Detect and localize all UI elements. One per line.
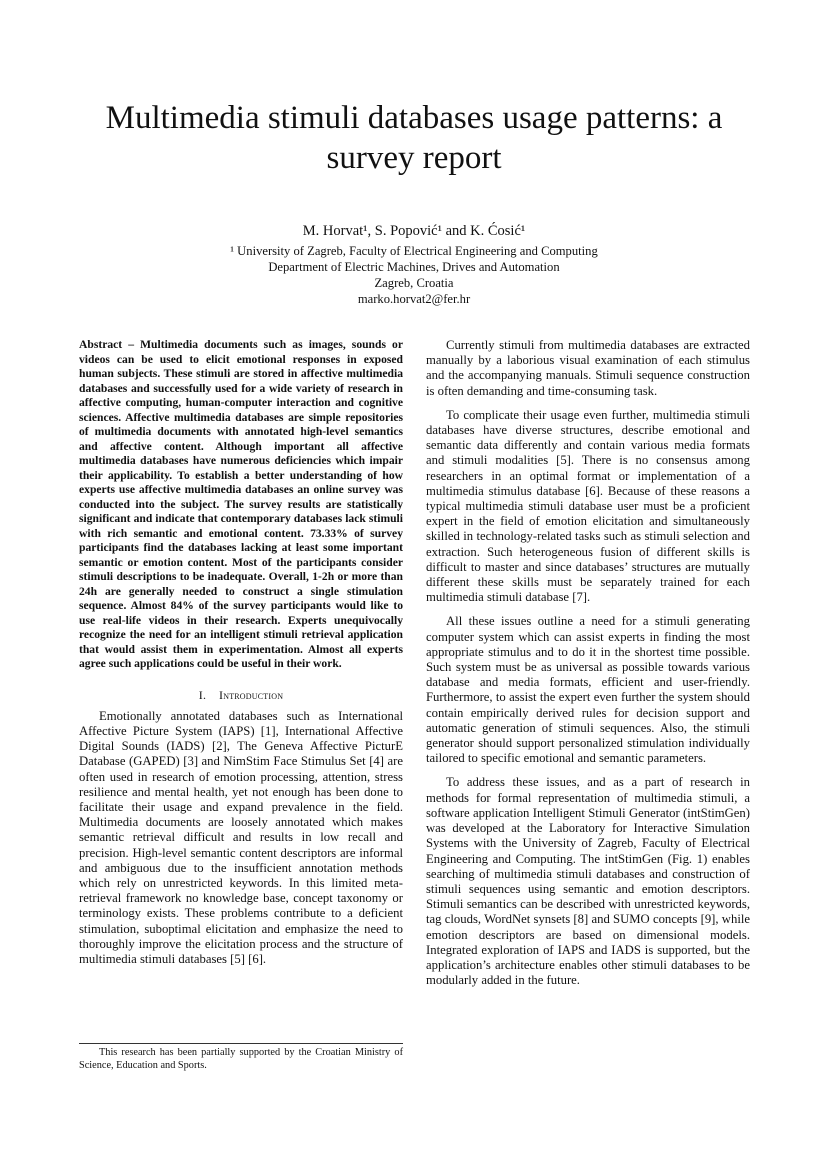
section-number: I. bbox=[198, 687, 207, 702]
body-paragraph: To complicate their usage even further, multimedia stimuli databases have diverse structures, describe emotional and semantic data differently and contain various media formats and stimuli modalities [5]. There is no consensus among researchers in an optimal format or implementation of a multimedia stimulus database [6]. Because of these reasons a typical multimedia stimuli database user must be a proficient expert in the field of emotion elicitation and simultaneously skilled in technology-related tasks such as stimuli selection and extraction. Such heterogeneous fusion of different skills is difficult to master and since databases’ structures are mutually different these skills must be separately trained for each multimedia stimuli database [7]. bbox=[426, 407, 750, 605]
intro-paragraph: Emotionally annotated databases such as International Affective Picture System (IAPS) [1], International Affective Digital Sounds (IADS) [2], The Geneva Affective PicturE Database (GAPED) [3] and NimStim Face Stimulus Set [4] are often used in research of emotion processing, attention, stress resilience and mental health, yet not enough has been done to facilitate their usage and expand prevalence in the field. Multimedia documents are loosely annotated which makes semantic retrieval difficult and results in low recall and precision. High-level semantic content descriptors are informal and ambiguous due to the insufficient annotation methods which rely on unrestricted keywords. In this limited meta-retrieval framework no knowledge base, concept taxonomy or terminology exists. These problems contribute to a deficient stimulation, suboptimal elicitation and emphasize the need to thoroughly improve the elicitation process and the structure of multimedia stimuli databases [5] [6]. bbox=[79, 708, 403, 966]
abstract: Abstract – Multimedia documents such as images, sounds or videos can be used to elicit emotional responses in exposed human subjects. These stimuli are stored in affective multimedia databases and successfully used for a wide variety of research in affective computing, human-computer interaction and cognitive sciences. Affective multimedia databases are simple repositories of multimedia documents with annotated high-level semantics and affective content. Although important all affective multimedia databases have numerous deficiencies which impair their applicability. To establish a better understanding of how experts use affective multimedia databases an online survey was conducted into the subject. The survey results are statistically significant and indicate that contemporary databases lack stimuli with rich semantic and emotional content. 73.33% of survey participants find the databases lacking at least some important semantic or emotion content. Most of the participants consider stimuli descriptions to be inadequate. Overall, 1-2h or more than 24h are generally needed to construct a single stimulation sequence. Almost 84% of the survey participants would like to use real-life videos in their research. Experts unequivocally recognize the need for an intelligent stimuli retrieval application that would assist them in experimentation. Almost all experts agree such applications could be useful in their work. bbox=[79, 338, 403, 670]
body-paragraph: All these issues outline a need for a stimuli generating computer system which can assist experts in finding the most appropriate stimulus and to do it in the shortest time possible. Such system must be as universal as possible towards various database and media formats, efficient and user-friendly. Furthermore, to assist the expert even further the system should contain empirically derived rules for decision support and automatic generation of stimuli sequences. Also, the stimuli generator should support personalized stimulation individually tailored to specific emotional and semantic parameters. bbox=[426, 614, 750, 766]
body-paragraph: Currently stimuli from multimedia databases are extracted manually by a laborious visual examination of each stimulus and the accompanying manuals. Stimuli sequence construction is often demanding and time-consuming task. bbox=[426, 338, 750, 398]
section-heading-introduction bbox=[79, 688, 403, 703]
body-paragraph: To address these issues, and as a part of research in methods for formal representation of multimedia stimuli, a software application Intelligent Stimuli Generator (intStimGen) was developed at the Laboratory for Interactive Simulation Systems with the University of Zagreb, Faculty of Electrical Engineering and Computing. The intStimGen (Fig. 1) enables searching of multimedia stimuli databases and construction of stimuli sequences using semantic and emotion descriptors. Stimuli semantics can be described with unrestricted keywords, tag clouds, WordNet synsets [8] and SUMO concepts [9], while emotion descriptors are based on dimensional models. Integrated exploration of IAPS and IADS is supported, but the application’s architecture enables other stimuli databases to be modularly added in the future. bbox=[426, 775, 750, 988]
footnote-divider bbox=[79, 1043, 403, 1044]
affiliation-university: ¹ University of Zagreb, Faculty of Electrical Engineering and Computing bbox=[230, 244, 598, 258]
affiliation-block bbox=[60, 243, 768, 307]
paper-title: Multimedia stimuli databases usage patterns: a survey report bbox=[105, 100, 723, 176]
right-column bbox=[426, 338, 750, 988]
author-list: M. Horvat¹, S. Popović¹ and K. Ćosić¹ bbox=[302, 223, 526, 239]
affiliation-department: Department of Electric Machines, Drives and Automation bbox=[268, 260, 560, 274]
section-title: Introduction bbox=[219, 687, 284, 702]
funding-footnote: This research has been partially supported by the Croatian Ministry of Science, Education and Sports. bbox=[79, 1047, 403, 1072]
contact-email: marko.horvat2@fer.hr bbox=[357, 292, 471, 306]
left-column bbox=[79, 338, 403, 967]
affiliation-city: Zagreb, Croatia bbox=[374, 276, 454, 290]
